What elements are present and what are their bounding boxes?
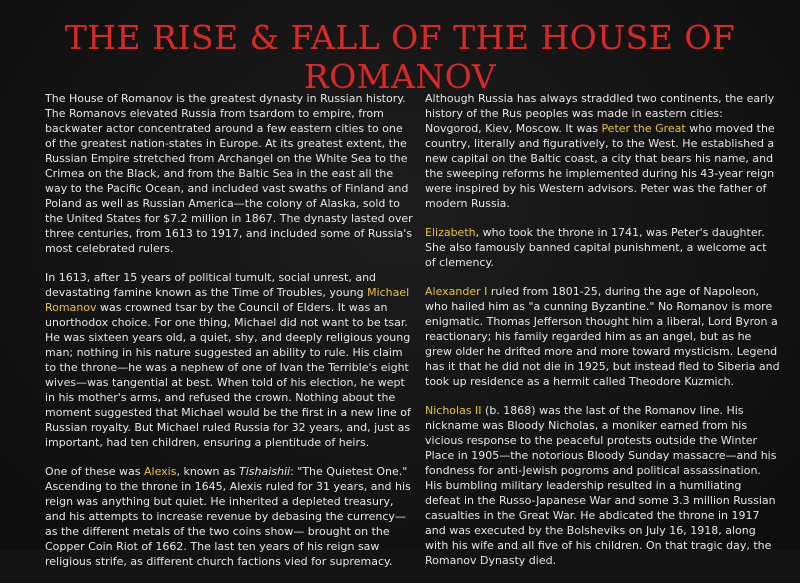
intro-paragraph: The House of Romanov is the greatest dynasty in Russian history. The Romanovs elevated Russia from tsardom to empire, from backwater actor concentrated around a few eastern cities to one of the greatest nation-states in Europe. At its greatest extent, the Russian Empire stretched from Archangel on the White Sea to the Crimea on the Black, and from the Baltic Sea in the east all the way to the Pacific Ocean, and included vast swaths of Finland and Poland as well as Russian America—the colony of Alaska, sold to the United States for $7.2 million in 1867. The dynasty lasted over three centuries, from 1613 to 1917, and included some of Russia's most celebrated rulers. bbox=[45, 92, 413, 255]
name-nicholas-ii: Nicholas II bbox=[425, 404, 482, 417]
elizabeth-paragraph bbox=[425, 225, 780, 270]
nicholas-paragraph bbox=[425, 403, 780, 568]
peter-paragraph bbox=[425, 91, 780, 211]
text-span: , who took the throne in 1741, was Peter's daughter. She also famously banned capital punishment, a welcome act of clemency. bbox=[425, 226, 767, 269]
alexis-paragraph bbox=[45, 464, 415, 569]
text-span: Although Russia has always straddled two continents, the early history of the Rus peoples was made in eastern cities: Novgorod, Kiev, Moscow. It was bbox=[425, 92, 775, 135]
text-span: (b. 1868) was the last of the Romanov line. His nickname was Bloody Nicholas, a moniker earned from his vicious response to the peaceful protests outside the Winter Place in 1905—the notorious Bloody Sunday massacre—and his fondness for anti-Jewish pogroms and political assassination. His bumbling military leadership resulted in a humiliating defeat in the Russo-Japanese War and some 3.3 million Russian casualties in the Great War. He abdicated the throne in 1917 and was executed by the Bolsheviks on July 16, 1918, along with his wife and all five of his children. On that tragic day, the Romanov Dynasty died. bbox=[425, 404, 777, 567]
alexander-paragraph bbox=[425, 284, 780, 389]
text-span: In 1613, after 15 years of political tumult, social unrest, and devastating famine known as the Time of Troubles, young bbox=[45, 271, 377, 299]
name-michael-romanov: Michael Romanov bbox=[45, 286, 410, 314]
epithet-tishaishii: Tishaishii bbox=[238, 465, 291, 478]
name-peter-the-great: Peter the Great bbox=[601, 122, 686, 135]
text-span: was crowned tsar by the Council of Elders. It was an unorthodox choice. For one thing, Michael did not want to be tsar. He was sixteen years old, a quiet, shy, and deeply religious young man; nothing in his nature suggested an ability to rule. His claim to the throne—he was a nephew of one of Ivan the Terrible's eight wives—was tangential at best. When told of his election, he wept in his mother's arms, and refused the crown. Nothing about the moment suggested that Michael would be the first in a new line of Russian royalty. But Michael ruled Russia for 32 years, and, just as important, had ten children, ensuring a plentitude of heirs. bbox=[45, 301, 411, 449]
name-elizabeth: Elizabeth bbox=[425, 226, 476, 239]
text-span: who moved the country, literally and figuratively, to the West. He established a new capital on the Baltic coast, a city that bears his name, and the sweeping reforms he implemented during his 43-year reign were inspired by his Western advisors. Peter was the father of modern Russia. bbox=[425, 122, 775, 210]
right-column bbox=[425, 91, 780, 582]
text-span: , known as bbox=[176, 465, 239, 478]
name-alexis: Alexis bbox=[144, 465, 177, 478]
text-span: : "The Quietest One." Ascending to the throne in 1645, Alexis ruled for 31 years, and his reign was anything but quiet. He inherited a depleted treasury, and his attempts to increase revenue by debasing the currency—as the different metals of the two coins show— brought on the Copper Coin Riot of 1662. The last ten years of his reign saw religious strife, as different church factions vied for supremacy. bbox=[45, 465, 411, 568]
name-alexander-i: Alexander I bbox=[425, 285, 488, 298]
left-column bbox=[45, 91, 415, 583]
text-span: ruled from 1801-25, during the age of Napoleon, who hailed him as "a cunning Byzantine." No Romanov is more enigmatic. Thomas Jefferson thought him a liberal, Lord Byron a reactionary; his family regarded him as an angel, but as he grew older he drifted more and more toward mysticism. Legend has it that he did not die in 1925, but instead fled to Siberia and took up residence as a hermit called Theodore Kuzmich. bbox=[425, 285, 780, 388]
page-title: THE RISE & FALL OF THE HOUSE OF ROMANOV bbox=[64, 18, 736, 96]
michael-paragraph bbox=[45, 270, 415, 450]
text-span: One of these was bbox=[45, 465, 145, 478]
